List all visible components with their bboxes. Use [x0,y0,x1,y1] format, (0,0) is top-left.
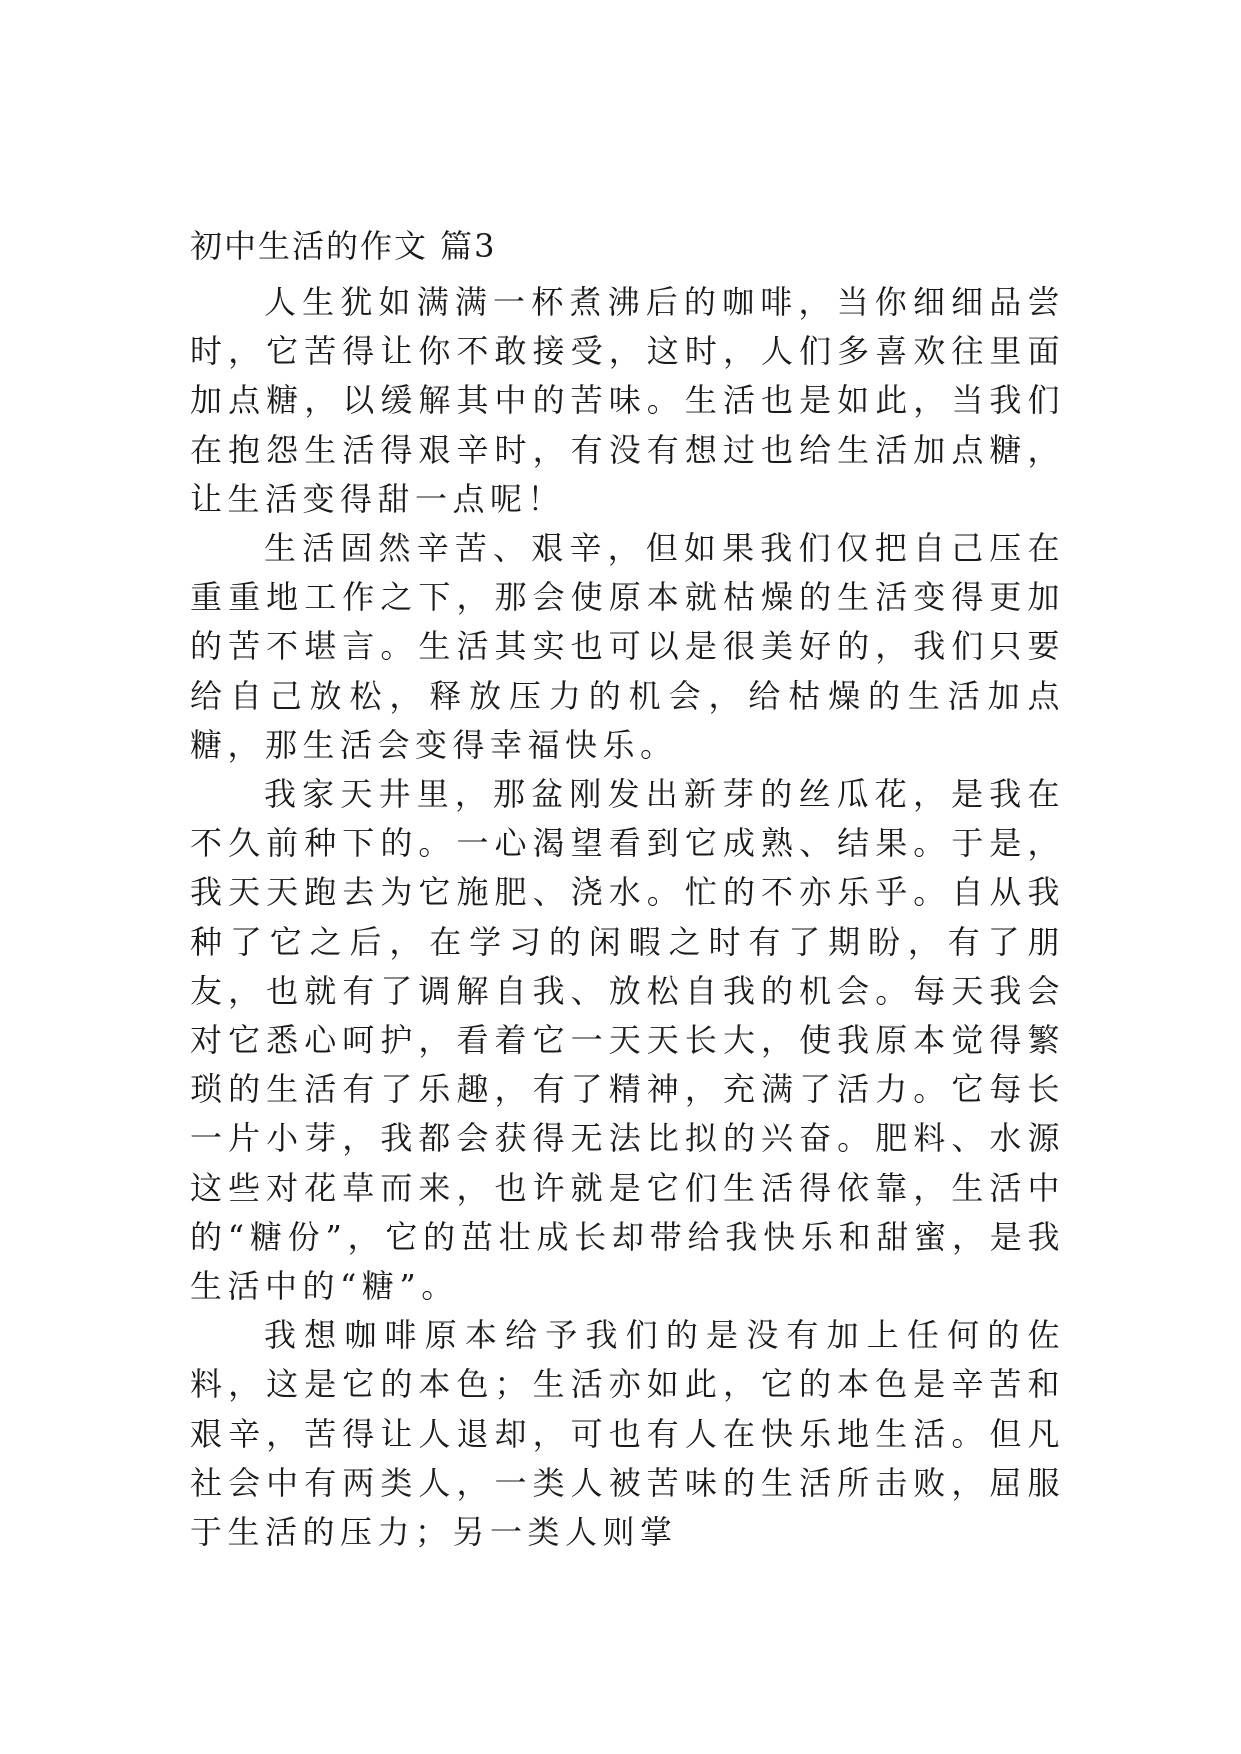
document-body [190,278,1065,1557]
paragraph-4: 我想咖啡原本给予我们的是没有加上任何的佐料，这是它的本色；生活亦如此，它的本色是辛苦和艰辛，苦得让人退却，可也有人在快乐地生活。但凡社会中有两类人，一类人被苦味的生活所击败，屈服于生活的压力；另一类人则掌 [190,1316,1065,1552]
document-title: 初中生活的作文 篇3 [190,227,497,265]
paragraph-2: 生活固然辛苦、艰辛，但如果我们仅把自己压在重重地工作之下，那会使原本就枯燥的生活变得更加的苦不堪言。生活其实也可以是很美好的，我们只要给自己放松，释放压力的机会，给枯燥的生活加点糖，那生活会变得幸福快乐。 [190,529,1065,764]
paragraph-3: 我家天井里，那盆刚发出新芽的丝瓜花，是我在不久前种下的。一心渴望看到它成熟、结果。于是，我天天跑去为它施肥、浇水。忙的不亦乐乎。自从我种了它之后，在学习的闲暇之时有了期盼，有了朋友，也就有了调解自我、放松自我的机会。每天我会对它悉心呵护，看着它一天天长大，使我原本觉得繁琐的生活有了乐趣，有了精神，充满了活力。它每长一片小芽，我都会获得无法比拟的兴奋。肥料、水源这些对花草而来，也许就是它们生活得依靠，生活中的“糖份”，它的茁壮成长却带给我快乐和甜蜜，是我生活中的“糖”。 [190,775,1065,1306]
paragraph-1: 人生犹如满满一杯煮沸后的咖啡，当你细细品尝时，它苦得让你不敢接受，这时，人们多喜欢往里面加点糖，以缓解其中的苦味。生活也是如此，当我们在抱怨生活得艰辛时，有没有想过也给生活加点糖，让生活变得甜一点呢！ [190,283,1065,518]
